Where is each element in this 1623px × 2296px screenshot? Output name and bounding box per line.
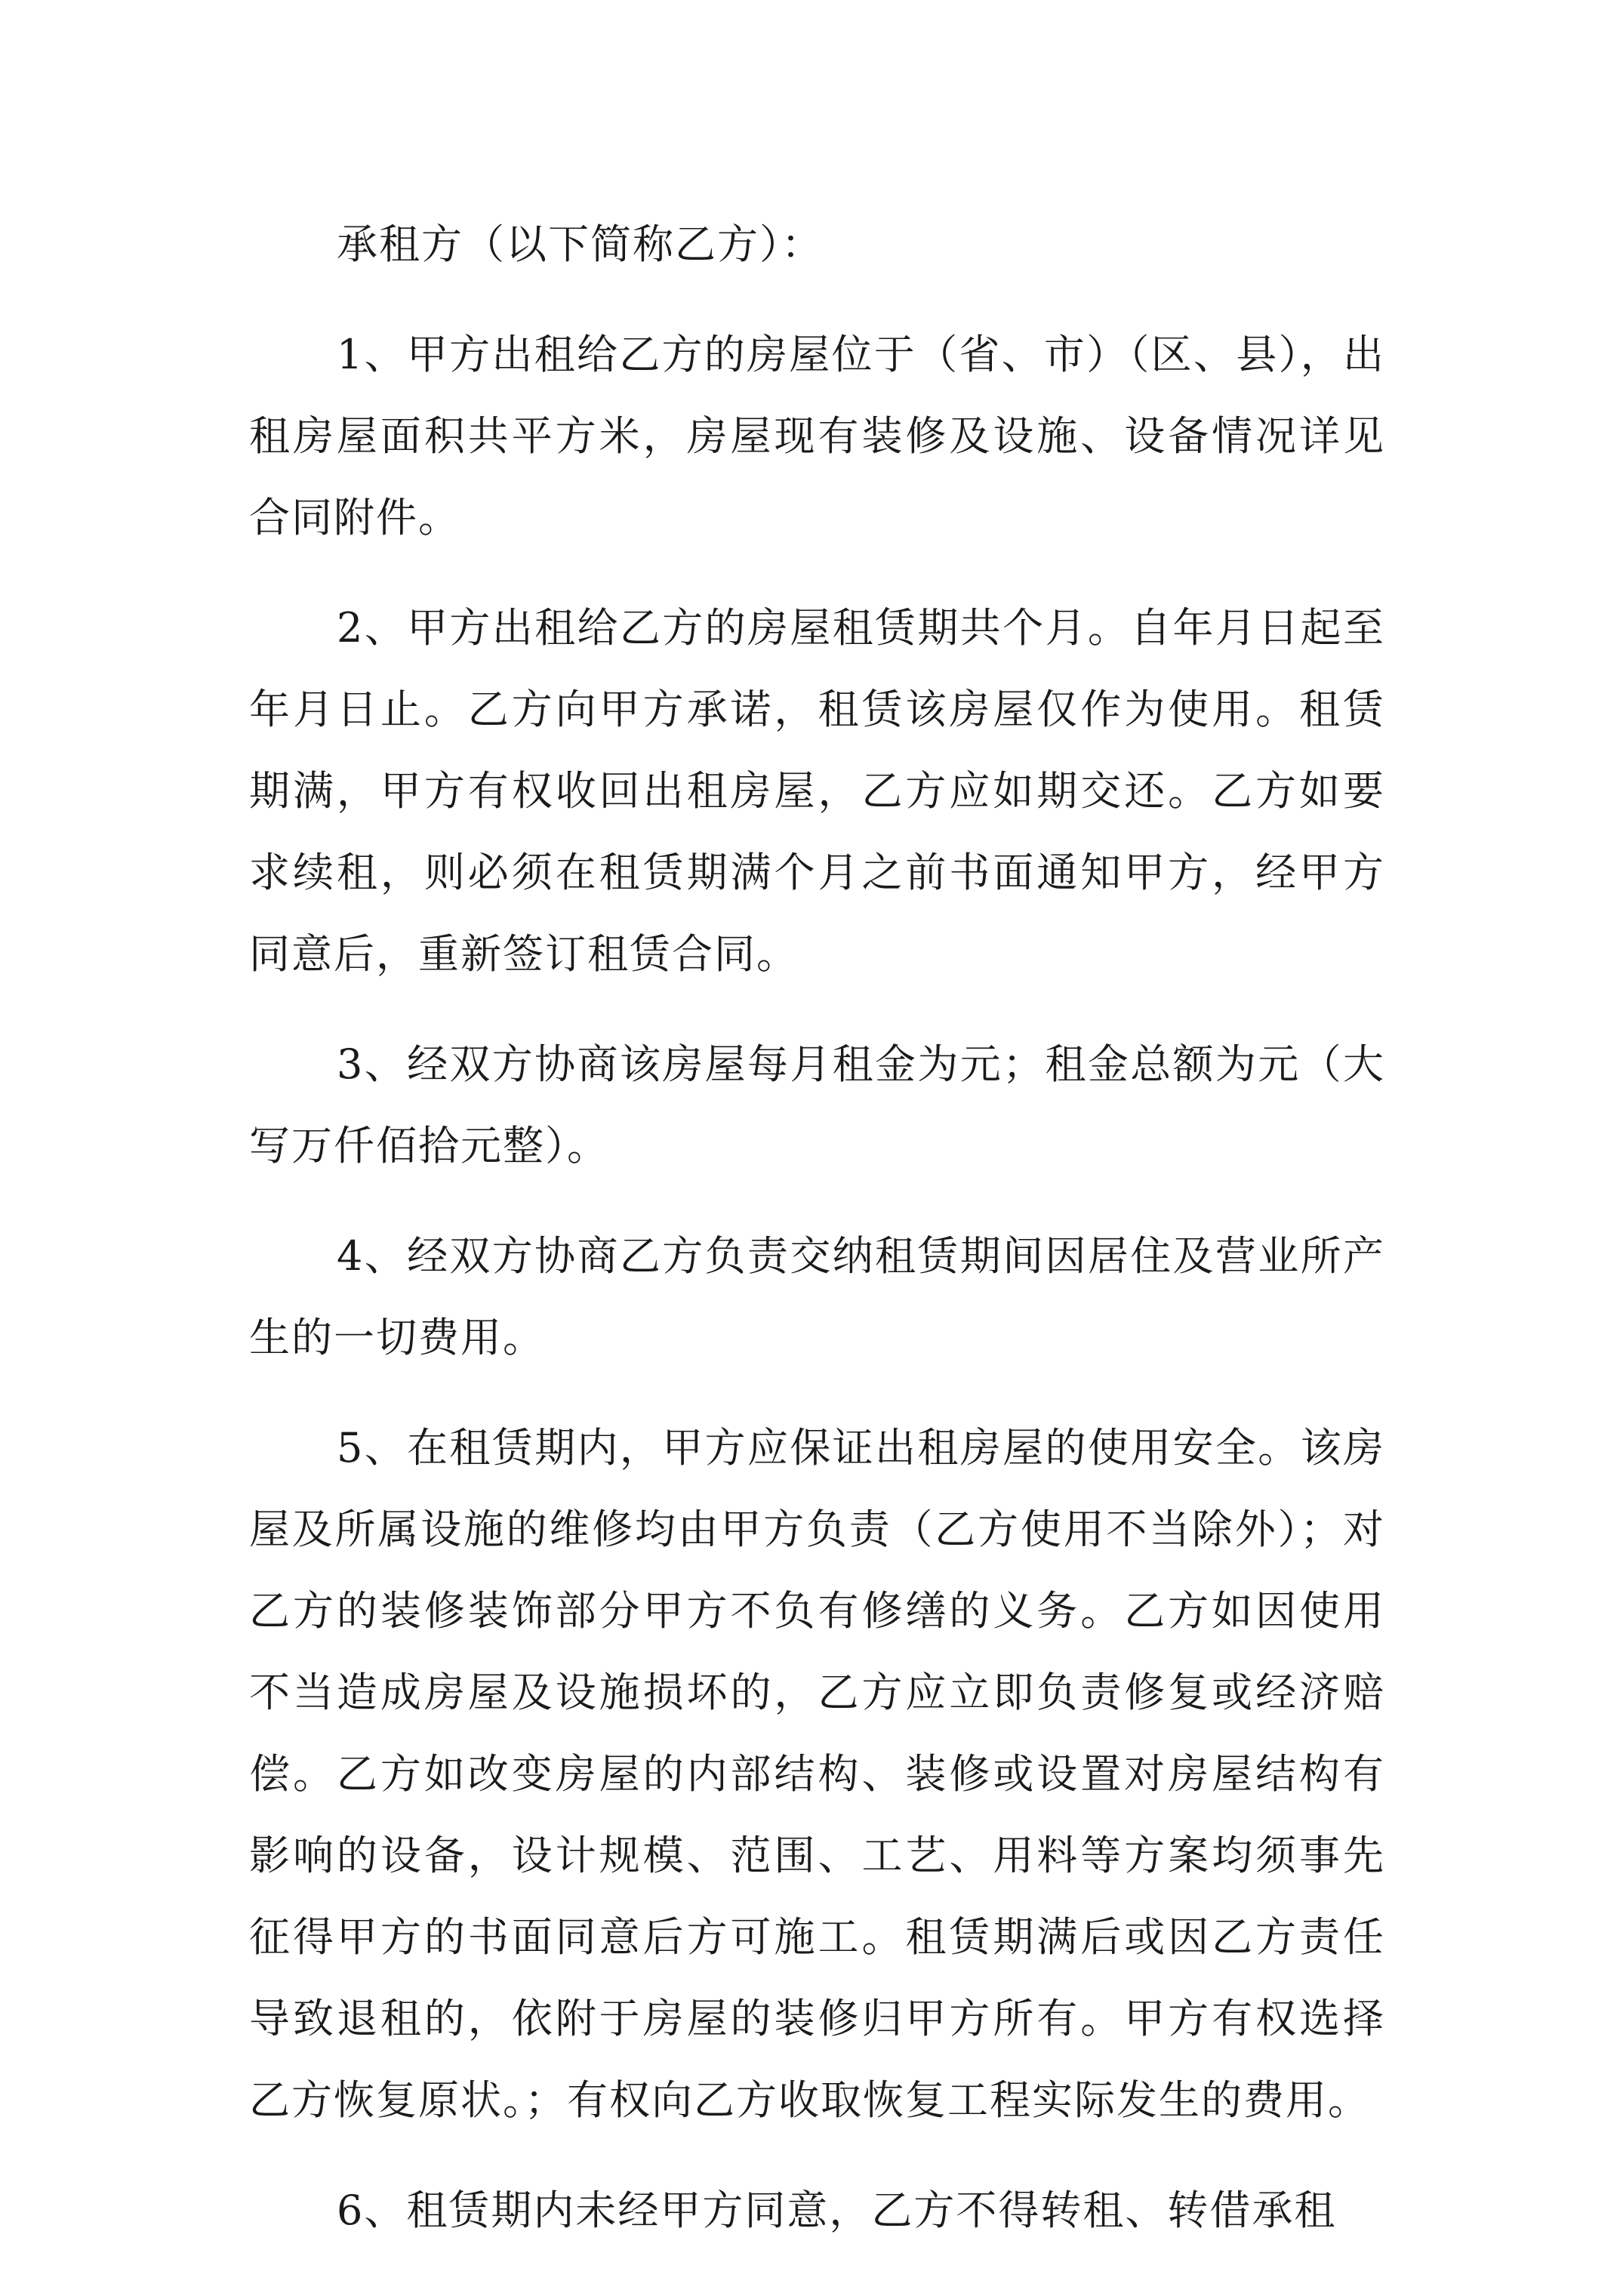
paragraph-clause-1: 1、甲方出租给乙方的房屋位于（省、市）（区、县），出租房屋面积共平方米，房屋现有装修及设施、设备情况详见合同附件。 bbox=[249, 331, 1385, 541]
paragraph-clause-4: 4、经双方协商乙方负责交纳租赁期间因居住及营业所产生的一切费用。 bbox=[249, 1232, 1385, 1361]
document-body bbox=[249, 204, 1385, 2280]
paragraph-clause-3: 3、经双方协商该房屋每月租金为元；租金总额为元（大写万仟佰拾元整）。 bbox=[249, 1040, 1385, 1170]
paragraph-clause-2: 2、甲方出租给乙方的房屋租赁期共个月。自年月日起至年月日止。乙方向甲方承诺，租赁该房屋仅作为使用。租赁期满，甲方有权收回出租房屋，乙方应如期交还。乙方如要求续租，则必须在租赁期满个月之前书面通知甲方，经甲方同意后，重新签订租赁合同。 bbox=[249, 604, 1385, 978]
paragraph-lessee-heading: 承租方（以下简称乙方）： bbox=[337, 220, 824, 268]
paragraph-clause-5: 5、在租赁期内，甲方应保证出租房屋的使用安全。该房屋及所属设施的维修均由甲方负责（乙方使用不当除外）；对乙方的装修装饰部分甲方不负有修缮的义务。乙方如因使用不当造成房屋及设施损坏的，乙方应立即负责修复或经济赔偿。乙方如改变房屋的内部结构、装修或设置对房屋结构有影响的设备，设计规模、范围、工艺、用料等方案均须事先征得甲方的书面同意后方可施工。租赁期满后或因乙方责任导致退租的，依附于房屋的装修归甲方所有。甲方有权选择乙方恢复原状。；有权向乙方收取恢复工程实际发生的费用。 bbox=[249, 1424, 1385, 2124]
paragraph-clause-6: 6、租赁期内未经甲方同意，乙方不得转租、转借承租 bbox=[337, 2187, 1337, 2234]
